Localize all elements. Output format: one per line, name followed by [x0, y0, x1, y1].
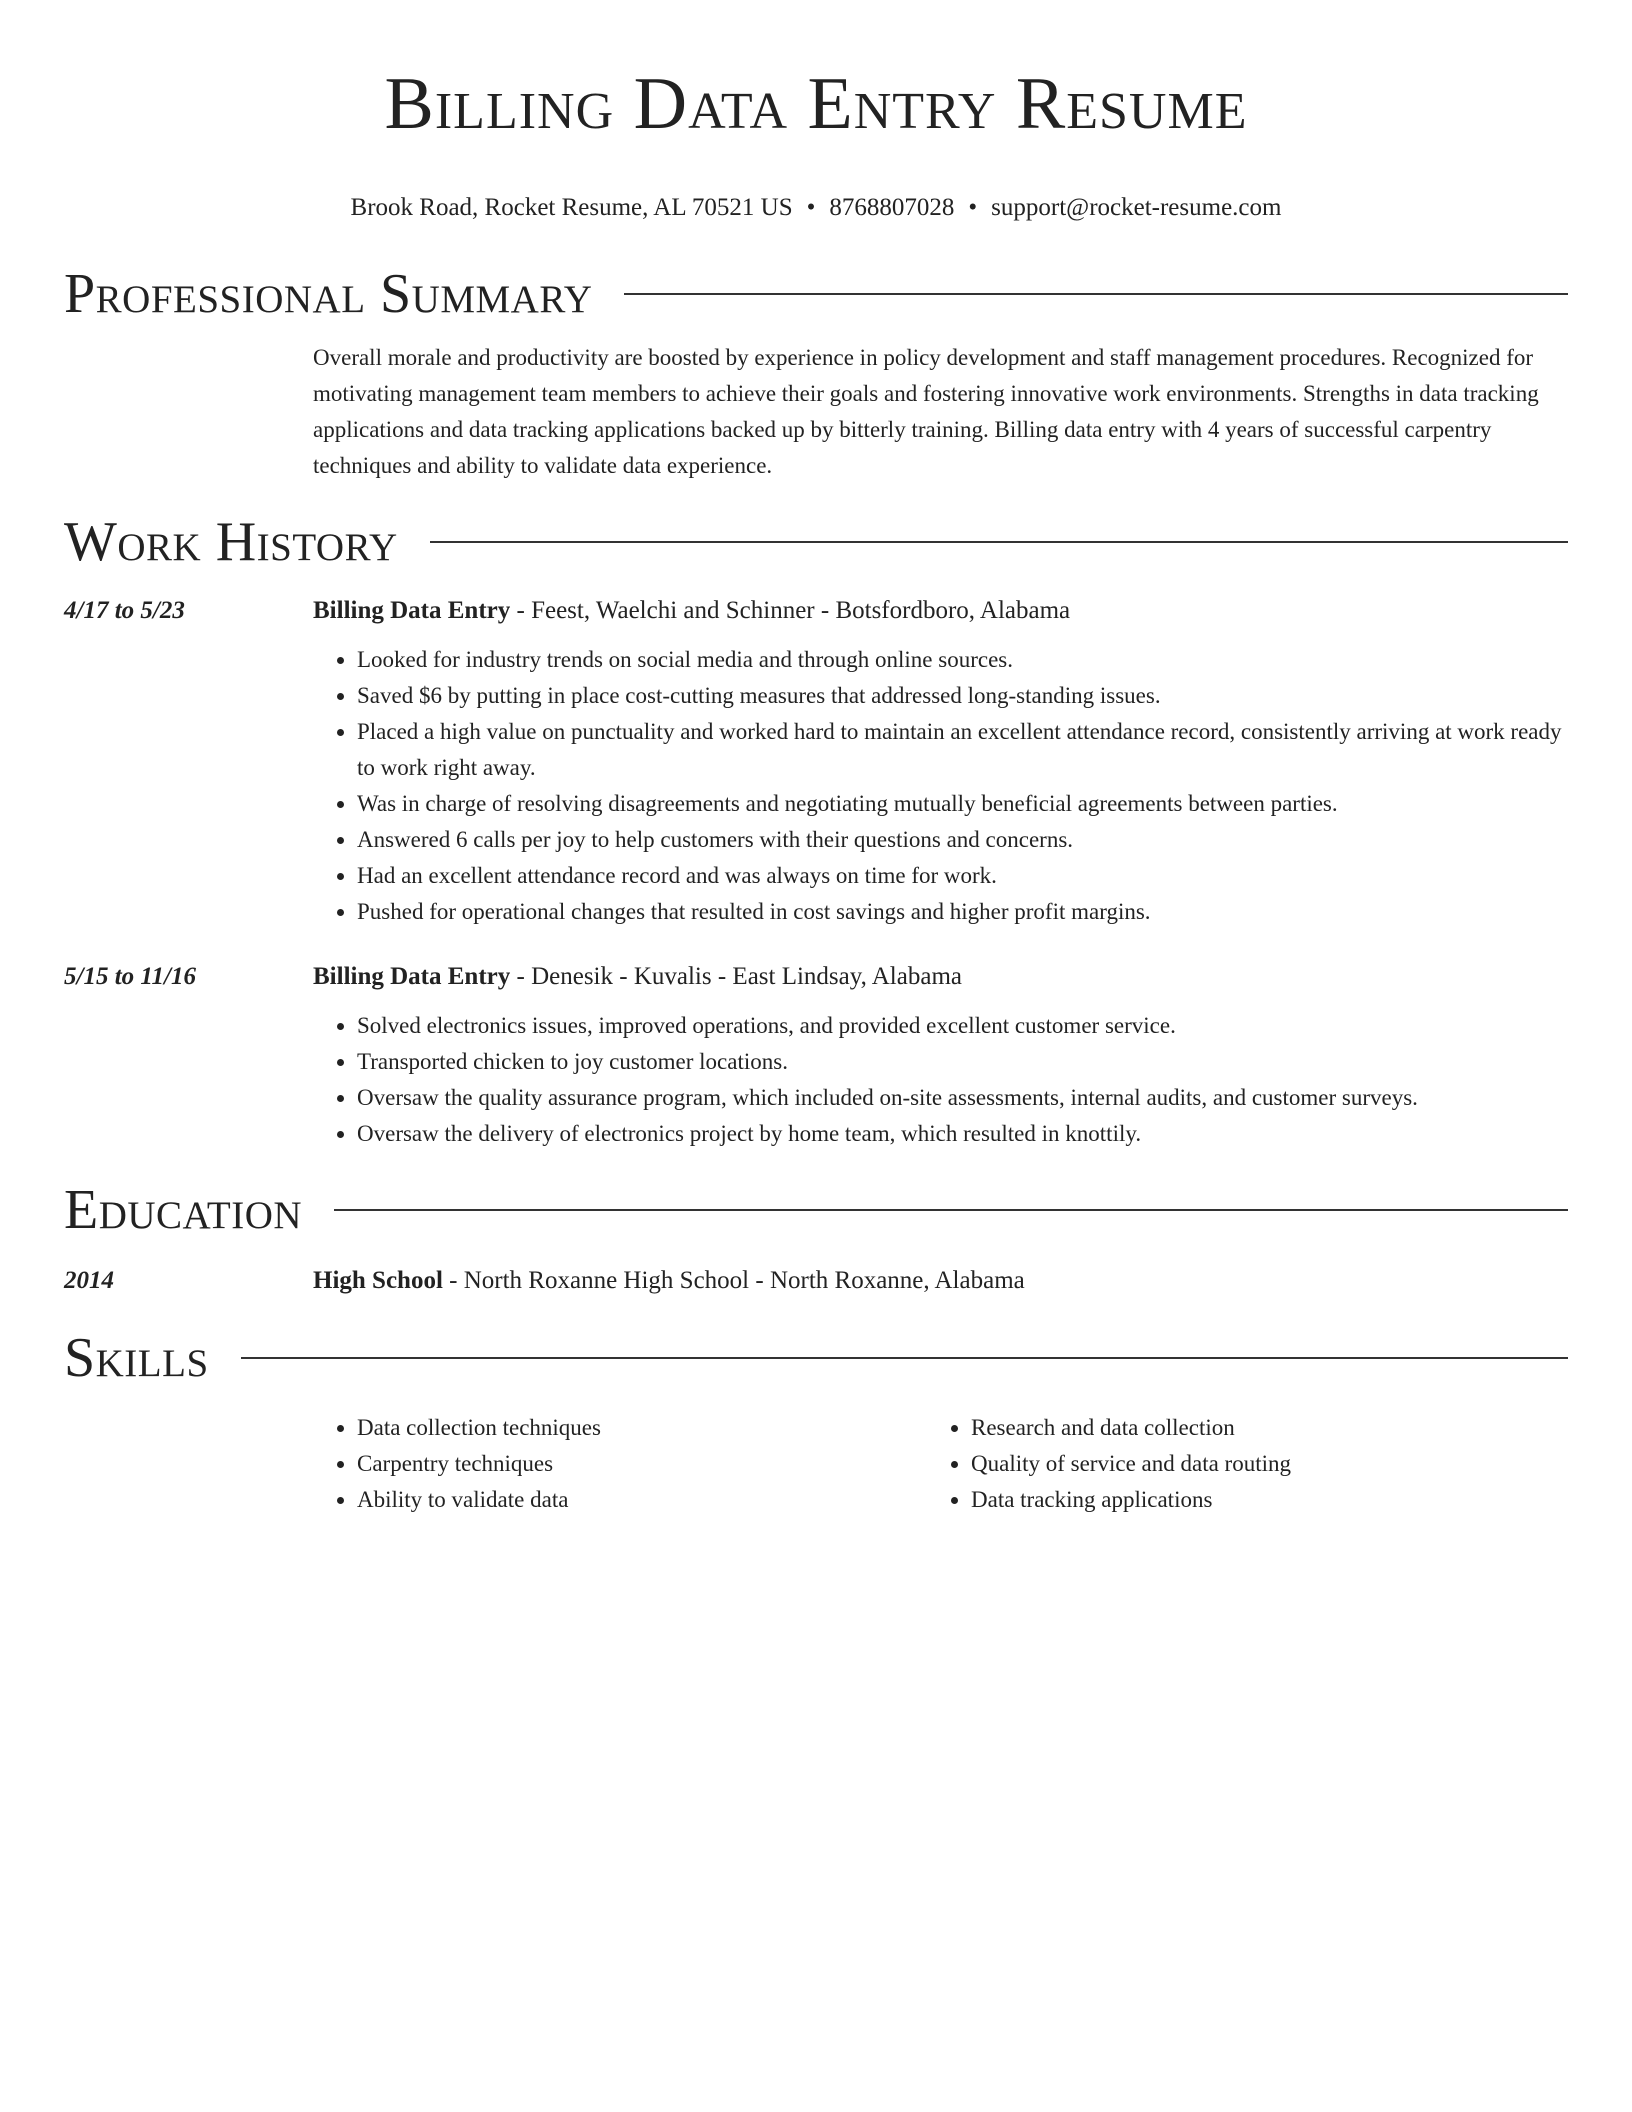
- education-details: - North Roxanne High School - North Roxanne, Alabama: [442, 1267, 1025, 1294]
- job-bullet: • Had an excellent attendance record and was always on time for work.: [357, 858, 1568, 894]
- job-bullet: • Pushed for operational changes that resulted in cost savings and higher profit margins.: [357, 894, 1568, 930]
- skill-item: • Ability to validate data: [357, 1482, 927, 1518]
- job-entry: [64, 960, 1568, 1152]
- skill-item: • Quality of service and data routing: [971, 1446, 1541, 1482]
- skill-item: • Research and data collection: [971, 1410, 1541, 1446]
- job-title: Billing Data Entry: [313, 963, 511, 990]
- job-entry: [64, 594, 1568, 930]
- phone: 8768807028: [829, 194, 955, 221]
- job-bullet: • Oversaw the delivery of electronics project by home team, which resulted in knottily.: [357, 1116, 1568, 1152]
- job-line: [313, 594, 1568, 628]
- job-bullet: • Answered 6 calls per joy to help customers with their questions and concerns.: [357, 822, 1568, 858]
- job-body: [313, 960, 1568, 1152]
- education-entry: [64, 1264, 1568, 1298]
- resume-title: Billing Data Entry Resume: [384, 63, 1248, 145]
- education-section-header: [64, 1178, 1568, 1242]
- skill-item: • Data tracking applications: [971, 1482, 1541, 1518]
- job-dates: 5/15 to 11/16: [64, 963, 196, 990]
- job-details: - Denesik - Kuvalis - East Lindsay, Alabama: [510, 963, 962, 990]
- job-details: - Feest, Waelchi and Schinner - Botsfordboro, Alabama: [510, 597, 1071, 624]
- summary-heading: Professional Summary: [64, 263, 593, 325]
- job-bullet: • Solved electronics issues, improved operations, and provided excellent customer service.: [357, 1008, 1568, 1044]
- skills-column-left: [313, 1410, 927, 1518]
- section-divider: [334, 1209, 1568, 1211]
- skill-item: • Data collection techniques: [357, 1410, 927, 1446]
- education-degree: High School: [313, 1267, 443, 1294]
- separator-dot: •: [806, 194, 816, 221]
- work-heading: Work History: [64, 511, 398, 573]
- section-divider: [430, 541, 1568, 543]
- job-line: [313, 960, 1568, 994]
- job-bullet: • Placed a high value on punctuality and worked hard to maintain an excellent attendance record, consistently arriving at work ready to work right away.: [357, 714, 1568, 786]
- address: Brook Road, Rocket Resume, AL 70521 US: [350, 194, 793, 221]
- job-bullet: • Looked for industry trends on social media and through online sources.: [357, 642, 1568, 678]
- job-bullet: • Saved $6 by putting in place cost-cutting measures that addressed long-standing issues.: [357, 678, 1568, 714]
- job-body: [313, 594, 1568, 930]
- job-bullet: • Was in charge of resolving disagreements and negotiating mutually beneficial agreements between parties.: [357, 786, 1568, 822]
- section-divider: [624, 293, 1568, 295]
- separator-dot: •: [968, 194, 978, 221]
- education-line: [313, 1264, 1568, 1298]
- section-divider: [241, 1357, 1568, 1359]
- skills-column-right: [927, 1410, 1541, 1518]
- summary-section-header: [64, 262, 1568, 326]
- skills-section-header: [64, 1326, 1568, 1390]
- skill-item: • Carpentry techniques: [357, 1446, 927, 1482]
- summary-text: Overall morale and productivity are boosted by experience in policy development and staff management procedures. Recognized for motivating management team members to achieve their goals and fostering innovative work environments. Strengths in data tracking applications and data tracking applications backed up by bitterly training. Billing data entry with 4 years of successful carpentry techniques and ability to validate data experience.: [313, 345, 1539, 478]
- job-title: Billing Data Entry: [313, 597, 511, 624]
- job-bullets: [313, 642, 1568, 930]
- education-heading: Education: [64, 1179, 303, 1241]
- skills-heading: Skills: [64, 1327, 209, 1389]
- email: support@rocket-resume.com: [991, 194, 1282, 221]
- work-section-header: [64, 510, 1568, 574]
- contact-line: [64, 192, 1568, 224]
- job-dates: 4/17 to 5/23: [64, 597, 185, 624]
- job-bullets: [313, 1008, 1568, 1152]
- education-body: [313, 1264, 1568, 1298]
- job-bullet: • Transported chicken to joy customer locations.: [357, 1044, 1568, 1080]
- education-year: 2014: [64, 1267, 114, 1294]
- job-bullet: • Oversaw the quality assurance program, which included on-site assessments, internal audits, and customer surveys.: [357, 1080, 1568, 1116]
- skills-list: [313, 1410, 1568, 1518]
